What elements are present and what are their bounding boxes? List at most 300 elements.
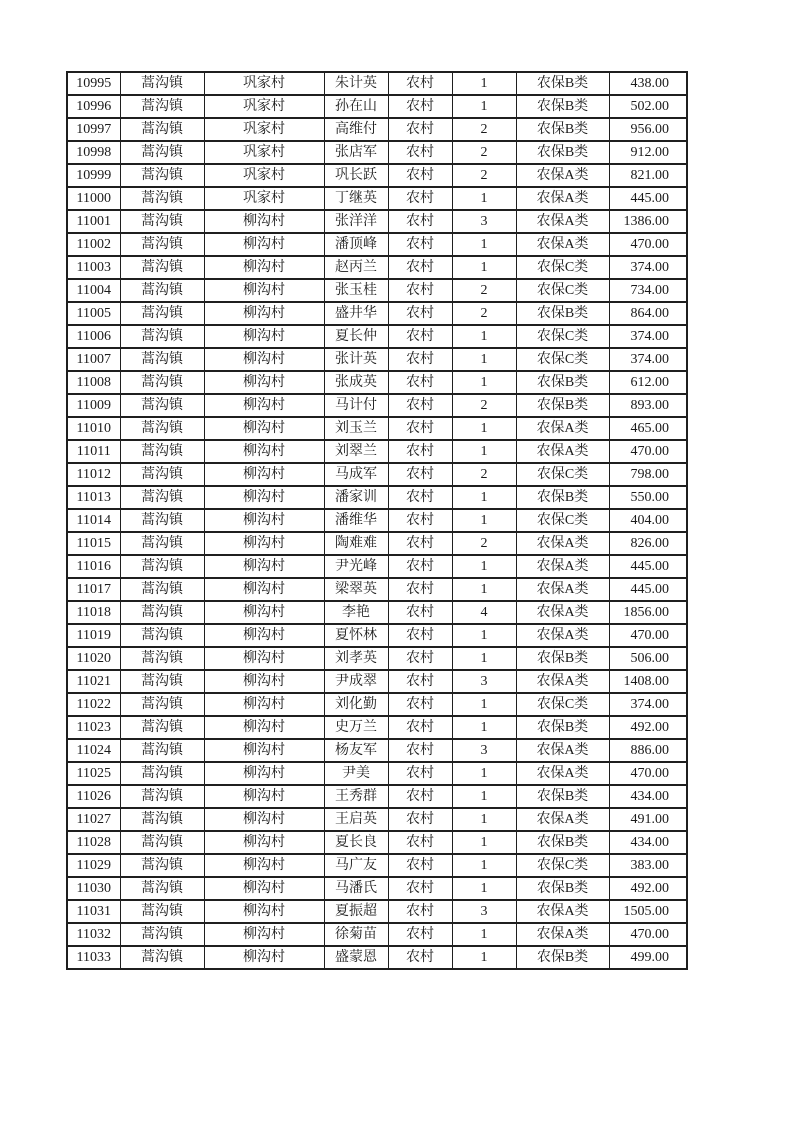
cell-town: 蒿沟镇: [120, 141, 204, 164]
cell-person-name: 潘顶峰: [324, 233, 388, 256]
cell-insurance-category: 农保A类: [516, 923, 609, 946]
cell-amount: 470.00: [609, 624, 687, 647]
cell-household-type: 农村: [388, 877, 452, 900]
cell-insurance-category: 农保A类: [516, 210, 609, 233]
cell-household-type: 农村: [388, 555, 452, 578]
cell-person-count: 2: [452, 141, 516, 164]
cell-serial-number: 11015: [67, 532, 120, 555]
cell-village: 巩家村: [204, 141, 324, 164]
table-row: [67, 164, 687, 187]
cell-person-count: 1: [452, 946, 516, 969]
cell-household-type: 农村: [388, 509, 452, 532]
cell-amount: 434.00: [609, 785, 687, 808]
cell-village: 柳沟村: [204, 693, 324, 716]
cell-serial-number: 10995: [67, 72, 120, 95]
table-body: [67, 72, 687, 969]
cell-person-count: 1: [452, 762, 516, 785]
cell-village: 柳沟村: [204, 877, 324, 900]
cell-village: 柳沟村: [204, 509, 324, 532]
cell-amount: 734.00: [609, 279, 687, 302]
cell-amount: 502.00: [609, 95, 687, 118]
cell-town: 蒿沟镇: [120, 578, 204, 601]
cell-person-name: 张店军: [324, 141, 388, 164]
cell-person-name: 王秀群: [324, 785, 388, 808]
cell-amount: 956.00: [609, 118, 687, 141]
cell-village: 柳沟村: [204, 394, 324, 417]
cell-household-type: 农村: [388, 394, 452, 417]
cell-person-name: 杨友军: [324, 739, 388, 762]
cell-amount: 438.00: [609, 72, 687, 95]
cell-household-type: 农村: [388, 486, 452, 509]
cell-person-name: 徐菊苗: [324, 923, 388, 946]
cell-village: 柳沟村: [204, 785, 324, 808]
cell-person-name: 尹成翠: [324, 670, 388, 693]
cell-town: 蒿沟镇: [120, 785, 204, 808]
table-row: [67, 670, 687, 693]
cell-household-type: 农村: [388, 348, 452, 371]
cell-serial-number: 11017: [67, 578, 120, 601]
cell-insurance-category: 农保A类: [516, 739, 609, 762]
cell-serial-number: 11006: [67, 325, 120, 348]
cell-person-name: 夏怀林: [324, 624, 388, 647]
cell-amount: 612.00: [609, 371, 687, 394]
cell-village: 柳沟村: [204, 463, 324, 486]
cell-town: 蒿沟镇: [120, 946, 204, 969]
table-row: [67, 371, 687, 394]
cell-household-type: 农村: [388, 417, 452, 440]
table-row: [67, 417, 687, 440]
cell-serial-number: 11000: [67, 187, 120, 210]
cell-person-name: 梁翠英: [324, 578, 388, 601]
cell-serial-number: 11029: [67, 854, 120, 877]
table-row: [67, 831, 687, 854]
cell-person-count: 2: [452, 302, 516, 325]
cell-person-name: 盛井华: [324, 302, 388, 325]
cell-insurance-category: 农保B类: [516, 946, 609, 969]
cell-town: 蒿沟镇: [120, 670, 204, 693]
cell-amount: 506.00: [609, 647, 687, 670]
cell-household-type: 农村: [388, 716, 452, 739]
cell-town: 蒿沟镇: [120, 693, 204, 716]
cell-household-type: 农村: [388, 440, 452, 463]
cell-insurance-category: 农保A类: [516, 233, 609, 256]
cell-person-count: 3: [452, 900, 516, 923]
cell-insurance-category: 农保B类: [516, 486, 609, 509]
cell-household-type: 农村: [388, 164, 452, 187]
cell-insurance-category: 农保C类: [516, 854, 609, 877]
cell-village: 柳沟村: [204, 325, 324, 348]
cell-person-name: 马成军: [324, 463, 388, 486]
cell-village: 巩家村: [204, 95, 324, 118]
cell-amount: 492.00: [609, 877, 687, 900]
cell-household-type: 农村: [388, 647, 452, 670]
table-row: [67, 624, 687, 647]
cell-amount: 864.00: [609, 302, 687, 325]
cell-town: 蒿沟镇: [120, 164, 204, 187]
cell-village: 柳沟村: [204, 831, 324, 854]
cell-household-type: 农村: [388, 187, 452, 210]
cell-insurance-category: 农保B类: [516, 831, 609, 854]
cell-serial-number: 11019: [67, 624, 120, 647]
table-row: [67, 187, 687, 210]
cell-person-name: 马广友: [324, 854, 388, 877]
cell-amount: 821.00: [609, 164, 687, 187]
cell-serial-number: 11027: [67, 808, 120, 831]
cell-serial-number: 11033: [67, 946, 120, 969]
cell-person-name: 马计付: [324, 394, 388, 417]
table-row: [67, 325, 687, 348]
table-row: [67, 762, 687, 785]
cell-household-type: 农村: [388, 256, 452, 279]
cell-village: 巩家村: [204, 118, 324, 141]
cell-amount: 404.00: [609, 509, 687, 532]
cell-village: 巩家村: [204, 164, 324, 187]
cell-insurance-category: 农保B类: [516, 72, 609, 95]
cell-person-count: 1: [452, 486, 516, 509]
cell-village: 巩家村: [204, 72, 324, 95]
cell-amount: 1408.00: [609, 670, 687, 693]
cell-town: 蒿沟镇: [120, 417, 204, 440]
cell-village: 柳沟村: [204, 670, 324, 693]
cell-serial-number: 11032: [67, 923, 120, 946]
cell-serial-number: 11007: [67, 348, 120, 371]
table-row: [67, 348, 687, 371]
cell-amount: 1386.00: [609, 210, 687, 233]
cell-village: 柳沟村: [204, 716, 324, 739]
cell-person-count: 4: [452, 601, 516, 624]
cell-insurance-category: 农保A类: [516, 417, 609, 440]
cell-serial-number: 11022: [67, 693, 120, 716]
cell-insurance-category: 农保B类: [516, 877, 609, 900]
cell-serial-number: 11030: [67, 877, 120, 900]
cell-amount: 470.00: [609, 233, 687, 256]
cell-household-type: 农村: [388, 762, 452, 785]
table-row: [67, 555, 687, 578]
table-row: [67, 601, 687, 624]
cell-insurance-category: 农保B类: [516, 647, 609, 670]
cell-insurance-category: 农保B类: [516, 302, 609, 325]
cell-town: 蒿沟镇: [120, 831, 204, 854]
cell-household-type: 农村: [388, 532, 452, 555]
cell-village: 柳沟村: [204, 854, 324, 877]
cell-insurance-category: 农保C类: [516, 463, 609, 486]
cell-person-name: 马潘氏: [324, 877, 388, 900]
cell-insurance-category: 农保B类: [516, 95, 609, 118]
cell-amount: 798.00: [609, 463, 687, 486]
cell-amount: 1856.00: [609, 601, 687, 624]
cell-household-type: 农村: [388, 693, 452, 716]
table-row: [67, 854, 687, 877]
cell-amount: 492.00: [609, 716, 687, 739]
cell-person-name: 夏长良: [324, 831, 388, 854]
cell-village: 柳沟村: [204, 555, 324, 578]
cell-household-type: 农村: [388, 601, 452, 624]
cell-serial-number: 10999: [67, 164, 120, 187]
cell-person-count: 1: [452, 808, 516, 831]
cell-person-name: 巩长跃: [324, 164, 388, 187]
table-row: [67, 440, 687, 463]
cell-serial-number: 11020: [67, 647, 120, 670]
cell-serial-number: 11005: [67, 302, 120, 325]
cell-person-count: 1: [452, 325, 516, 348]
table-row: [67, 647, 687, 670]
table-row: [67, 302, 687, 325]
cell-insurance-category: 农保A类: [516, 900, 609, 923]
cell-amount: 465.00: [609, 417, 687, 440]
cell-village: 柳沟村: [204, 440, 324, 463]
table-row: [67, 509, 687, 532]
cell-serial-number: 11003: [67, 256, 120, 279]
cell-insurance-category: 农保A类: [516, 808, 609, 831]
cell-town: 蒿沟镇: [120, 302, 204, 325]
cell-serial-number: 10998: [67, 141, 120, 164]
cell-person-name: 刘翠兰: [324, 440, 388, 463]
cell-serial-number: 11014: [67, 509, 120, 532]
cell-village: 柳沟村: [204, 256, 324, 279]
cell-town: 蒿沟镇: [120, 233, 204, 256]
cell-town: 蒿沟镇: [120, 279, 204, 302]
cell-person-count: 1: [452, 831, 516, 854]
cell-person-name: 张洋洋: [324, 210, 388, 233]
cell-insurance-category: 农保B类: [516, 785, 609, 808]
table-row: [67, 716, 687, 739]
cell-person-name: 史万兰: [324, 716, 388, 739]
cell-person-count: 1: [452, 923, 516, 946]
cell-person-name: 夏长仲: [324, 325, 388, 348]
cell-village: 柳沟村: [204, 923, 324, 946]
cell-person-name: 潘家训: [324, 486, 388, 509]
cell-serial-number: 11009: [67, 394, 120, 417]
cell-person-name: 张玉桂: [324, 279, 388, 302]
cell-household-type: 农村: [388, 946, 452, 969]
cell-person-count: 1: [452, 578, 516, 601]
table-row: [67, 693, 687, 716]
cell-household-type: 农村: [388, 808, 452, 831]
cell-amount: 445.00: [609, 187, 687, 210]
cell-person-count: 1: [452, 256, 516, 279]
cell-person-count: 2: [452, 463, 516, 486]
cell-insurance-category: 农保C类: [516, 509, 609, 532]
cell-village: 柳沟村: [204, 900, 324, 923]
cell-person-count: 1: [452, 348, 516, 371]
cell-person-count: 1: [452, 785, 516, 808]
table-row: [67, 739, 687, 762]
cell-serial-number: 11018: [67, 601, 120, 624]
cell-serial-number: 11013: [67, 486, 120, 509]
cell-household-type: 农村: [388, 325, 452, 348]
cell-household-type: 农村: [388, 118, 452, 141]
cell-insurance-category: 农保A类: [516, 601, 609, 624]
cell-amount: 826.00: [609, 532, 687, 555]
cell-person-count: 3: [452, 739, 516, 762]
cell-town: 蒿沟镇: [120, 463, 204, 486]
cell-person-name: 尹美: [324, 762, 388, 785]
cell-town: 蒿沟镇: [120, 532, 204, 555]
cell-serial-number: 11002: [67, 233, 120, 256]
cell-person-count: 2: [452, 164, 516, 187]
cell-insurance-category: 农保B类: [516, 118, 609, 141]
cell-person-count: 1: [452, 854, 516, 877]
cell-village: 柳沟村: [204, 532, 324, 555]
table-row: [67, 141, 687, 164]
cell-town: 蒿沟镇: [120, 394, 204, 417]
cell-town: 蒿沟镇: [120, 900, 204, 923]
cell-household-type: 农村: [388, 785, 452, 808]
cell-serial-number: 11016: [67, 555, 120, 578]
cell-village: 柳沟村: [204, 739, 324, 762]
cell-town: 蒿沟镇: [120, 509, 204, 532]
cell-insurance-category: 农保A类: [516, 624, 609, 647]
cell-insurance-category: 农保A类: [516, 440, 609, 463]
cell-household-type: 农村: [388, 233, 452, 256]
cell-person-name: 潘维华: [324, 509, 388, 532]
cell-household-type: 农村: [388, 831, 452, 854]
cell-person-name: 陶难难: [324, 532, 388, 555]
cell-person-name: 盛蒙恩: [324, 946, 388, 969]
cell-insurance-category: 农保A类: [516, 164, 609, 187]
cell-person-name: 张计英: [324, 348, 388, 371]
cell-insurance-category: 农保A类: [516, 578, 609, 601]
cell-household-type: 农村: [388, 624, 452, 647]
cell-household-type: 农村: [388, 72, 452, 95]
cell-amount: 550.00: [609, 486, 687, 509]
cell-amount: 445.00: [609, 578, 687, 601]
cell-household-type: 农村: [388, 210, 452, 233]
cell-town: 蒿沟镇: [120, 371, 204, 394]
cell-insurance-category: 农保C类: [516, 348, 609, 371]
cell-person-name: 夏振超: [324, 900, 388, 923]
cell-person-count: 2: [452, 532, 516, 555]
cell-person-count: 1: [452, 647, 516, 670]
cell-village: 柳沟村: [204, 578, 324, 601]
cell-village: 柳沟村: [204, 601, 324, 624]
cell-village: 柳沟村: [204, 348, 324, 371]
cell-amount: 886.00: [609, 739, 687, 762]
cell-household-type: 农村: [388, 670, 452, 693]
cell-town: 蒿沟镇: [120, 118, 204, 141]
cell-person-name: 刘孝英: [324, 647, 388, 670]
cell-village: 柳沟村: [204, 647, 324, 670]
cell-town: 蒿沟镇: [120, 256, 204, 279]
cell-household-type: 农村: [388, 923, 452, 946]
table-row: [67, 900, 687, 923]
cell-person-name: 刘化勤: [324, 693, 388, 716]
cell-village: 柳沟村: [204, 624, 324, 647]
table-row: [67, 486, 687, 509]
cell-person-count: 2: [452, 394, 516, 417]
cell-person-count: 1: [452, 187, 516, 210]
cell-amount: 470.00: [609, 440, 687, 463]
cell-person-count: 3: [452, 670, 516, 693]
cell-amount: 374.00: [609, 348, 687, 371]
cell-serial-number: 10997: [67, 118, 120, 141]
cell-village: 柳沟村: [204, 279, 324, 302]
cell-insurance-category: 农保C类: [516, 325, 609, 348]
cell-insurance-category: 农保A类: [516, 187, 609, 210]
cell-town: 蒿沟镇: [120, 808, 204, 831]
cell-village: 柳沟村: [204, 417, 324, 440]
cell-serial-number: 11012: [67, 463, 120, 486]
cell-village: 柳沟村: [204, 762, 324, 785]
cell-amount: 499.00: [609, 946, 687, 969]
table-row: [67, 463, 687, 486]
cell-town: 蒿沟镇: [120, 210, 204, 233]
cell-serial-number: 10996: [67, 95, 120, 118]
cell-insurance-category: 农保C类: [516, 279, 609, 302]
cell-town: 蒿沟镇: [120, 486, 204, 509]
cell-person-name: 尹光峰: [324, 555, 388, 578]
cell-person-count: 1: [452, 440, 516, 463]
cell-insurance-category: 农保B类: [516, 394, 609, 417]
cell-household-type: 农村: [388, 371, 452, 394]
cell-household-type: 农村: [388, 302, 452, 325]
cell-town: 蒿沟镇: [120, 601, 204, 624]
cell-insurance-category: 农保A类: [516, 762, 609, 785]
cell-insurance-category: 农保A类: [516, 670, 609, 693]
cell-person-count: 1: [452, 877, 516, 900]
cell-amount: 374.00: [609, 256, 687, 279]
cell-person-name: 李艳: [324, 601, 388, 624]
cell-household-type: 农村: [388, 95, 452, 118]
cell-serial-number: 11021: [67, 670, 120, 693]
cell-insurance-category: 农保C类: [516, 256, 609, 279]
table-row: [67, 808, 687, 831]
cell-household-type: 农村: [388, 854, 452, 877]
cell-household-type: 农村: [388, 900, 452, 923]
table-row: [67, 233, 687, 256]
cell-insurance-category: 农保B类: [516, 141, 609, 164]
table-row: [67, 785, 687, 808]
cell-town: 蒿沟镇: [120, 739, 204, 762]
cell-person-count: 3: [452, 210, 516, 233]
cell-serial-number: 11031: [67, 900, 120, 923]
cell-village: 柳沟村: [204, 808, 324, 831]
cell-village: 柳沟村: [204, 946, 324, 969]
cell-person-name: 王启英: [324, 808, 388, 831]
cell-serial-number: 11011: [67, 440, 120, 463]
cell-serial-number: 11001: [67, 210, 120, 233]
table-row: [67, 394, 687, 417]
table-row: [67, 72, 687, 95]
cell-person-name: 孙在山: [324, 95, 388, 118]
cell-amount: 470.00: [609, 762, 687, 785]
cell-person-count: 1: [452, 233, 516, 256]
cell-town: 蒿沟镇: [120, 325, 204, 348]
cell-person-count: 1: [452, 693, 516, 716]
cell-person-count: 1: [452, 72, 516, 95]
cell-amount: 374.00: [609, 325, 687, 348]
cell-town: 蒿沟镇: [120, 624, 204, 647]
cell-person-count: 1: [452, 509, 516, 532]
cell-serial-number: 11023: [67, 716, 120, 739]
cell-household-type: 农村: [388, 739, 452, 762]
cell-person-count: 1: [452, 624, 516, 647]
table-row: [67, 946, 687, 969]
table-row: [67, 210, 687, 233]
cell-amount: 491.00: [609, 808, 687, 831]
cell-person-name: 赵丙兰: [324, 256, 388, 279]
cell-household-type: 农村: [388, 279, 452, 302]
table-row: [67, 532, 687, 555]
cell-town: 蒿沟镇: [120, 187, 204, 210]
cell-village: 柳沟村: [204, 371, 324, 394]
cell-town: 蒿沟镇: [120, 762, 204, 785]
cell-amount: 912.00: [609, 141, 687, 164]
table-row: [67, 279, 687, 302]
cell-serial-number: 11025: [67, 762, 120, 785]
cell-insurance-category: 农保A类: [516, 532, 609, 555]
cell-person-count: 1: [452, 95, 516, 118]
